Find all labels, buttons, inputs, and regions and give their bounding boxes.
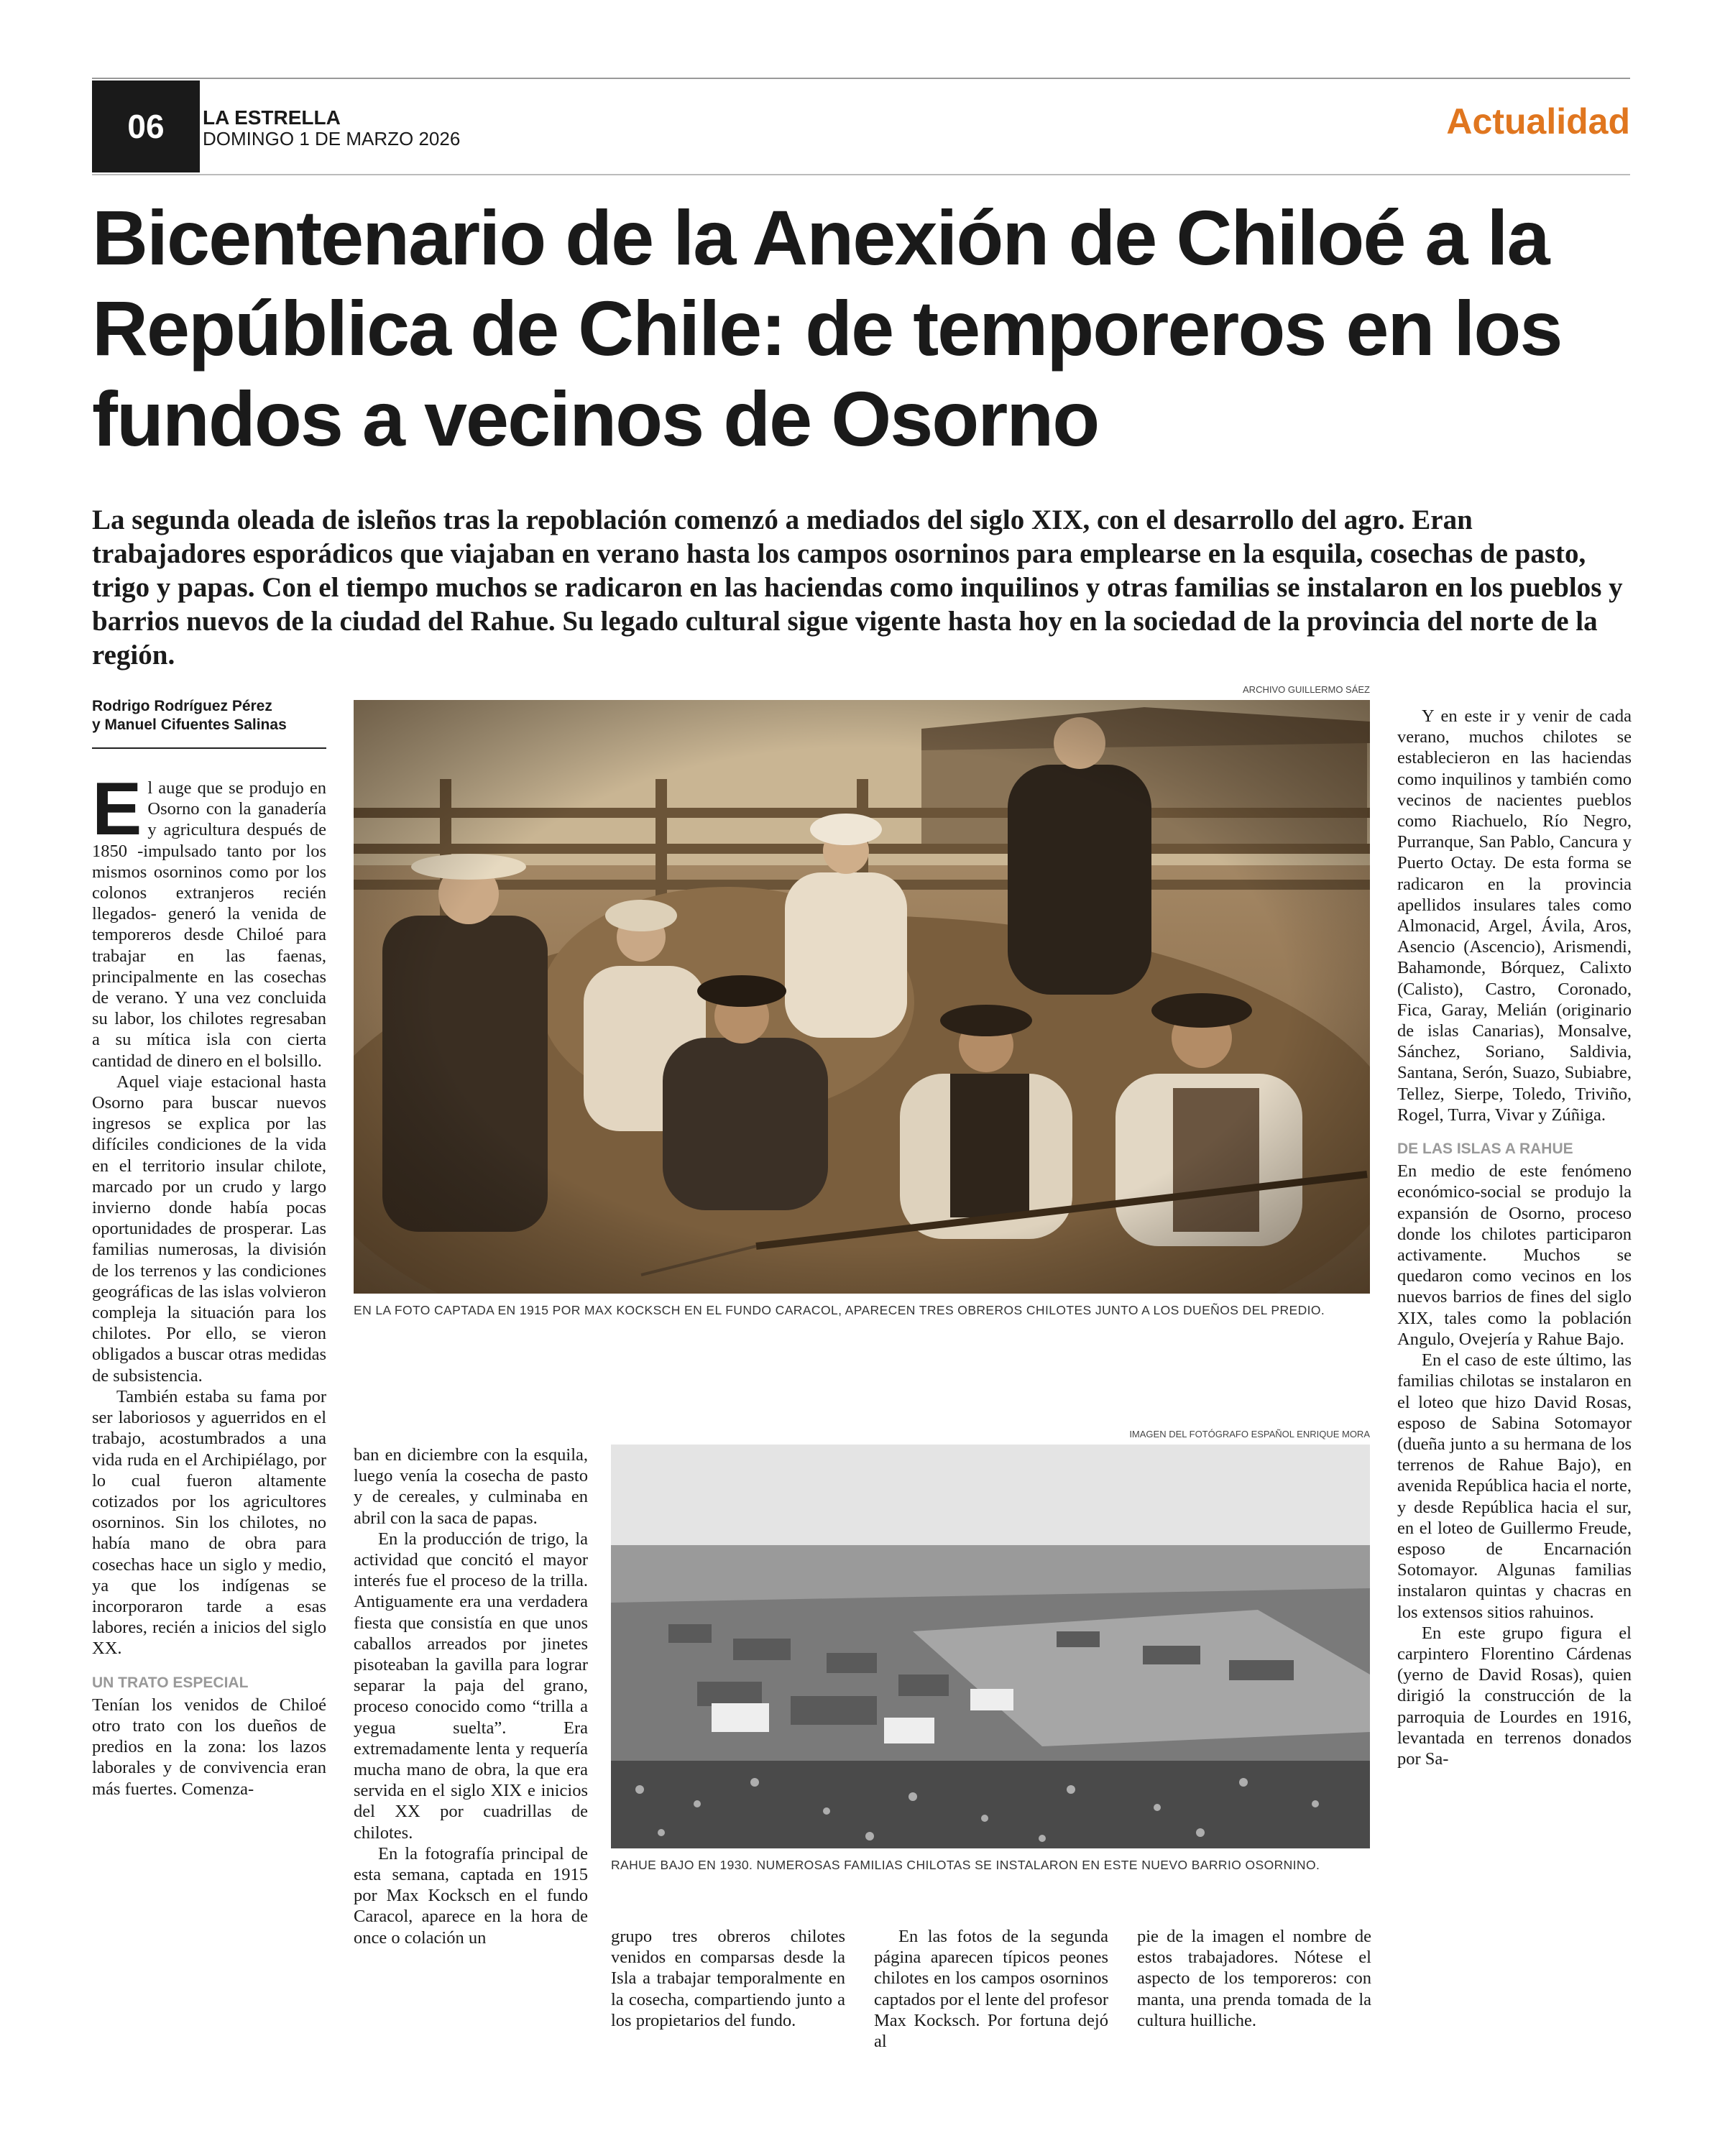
- body-paragraph: ban en diciembre con la esquila, luego venía la cosecha de pasto y de cereales, y culminaba en abril con la saca de papas.: [354, 1445, 588, 1528]
- byline: [92, 697, 287, 734]
- column-4: [874, 1926, 1108, 2052]
- column-1: [92, 768, 326, 1800]
- drop-cap: E: [92, 768, 142, 851]
- body-paragraph: Aquel viaje estacional hasta Osorno para buscar nuevos ingresos se explica por las difíciles condiciones de la vida en el territorio insular chilote, marcado por un crudo y largo invierno donde había pocas oportunidades de prosperar. Las familias numerosas, la división de los terrenos y las condiciones geográficas de las islas volvieron compleja la situación para los chilotes. Por ello, se vieron obligados a buscar otras medidas de subsistencia.: [92, 1072, 326, 1386]
- subhead: DE LAS ISLAS A RAHUE: [1397, 1141, 1573, 1158]
- subhead: UN TRATO ESPECIAL: [92, 1674, 249, 1691]
- newspaper-name: LA ESTRELLA: [203, 106, 341, 129]
- body-paragraph: Y en este ir y venir de cada verano, muchos chilotes se establecieron en las haciendas como inquilinos y también como vecinos de nacientes pueblos como Riachuelo, Río Negro, Purranque, San Pablo, Cancura y Puerto Octay. De esta forma se radicaron en la provincia apellidos insulares tales como Almonacid, Argel, Ávila, Aros, Asencio (Ascencio), Arismendi, Bahamonde, Bórquez, Calixto (Calisto), Castro, Coronado, Fica, Garay, Melián (originario de islas Canarias), Monsalve, Sánchez, Soriano, Saldivia, Santana, Serón, Suazo, Subiabre, Tellez, Sierpe, Toledo, Triviño, Rogel, Turra, Vivar y Zúñiga.: [1397, 706, 1632, 1125]
- photo-credit: ARCHIVO GUILLERMO SÁEZ: [1243, 684, 1370, 695]
- body-paragraph: grupo tres obreros chilotes venidos en comparsas desde la Isla a trabajar temporalmente en la cosecha, compartiendo junto a los propietarios del fundo.: [611, 1927, 845, 2030]
- section-label: Actualidad: [1446, 101, 1630, 142]
- column-2: [354, 1445, 588, 1948]
- byline-author-2: y Manuel Cifuentes Salinas: [92, 717, 287, 733]
- byline-author-1: Rodrigo Rodríguez Pérez: [92, 698, 272, 714]
- photo-credit: IMAGEN DEL FOTÓGRAFO ESPAÑOL ENRIQUE MORA: [1129, 1429, 1370, 1439]
- column-6: [1397, 706, 1632, 1769]
- body-paragraph: pie de la imagen el nombre de estos trabajadores. Nótese el aspecto de los temporeros: con manta, una prenda tomada de la cultura huilliche.: [1137, 1927, 1371, 2030]
- headline: Bicentenario de la Anexión de Chiloé a la República de Chile: de temporeros en los fundos a vecinos de Osorno: [92, 194, 1562, 462]
- body-paragraph: En este grupo figura el carpintero Florentino Cárdenas (yerno de David Rosas), quien dirigió la construcción de la parroquia de Lourdes en 1916, levantada en terrenos donados por Sa-: [1397, 1623, 1632, 1769]
- body-paragraph: En la fotografía principal de esta semana, captada en 1915 por Max Kocksch en el fundo Caracol, aparece en la hora de once o colación un: [354, 1843, 588, 1948]
- body-paragraph: En medio de este fenómeno económico-social se produjo la expansión de Osorno, proceso donde los chilotes participaron activamente. Muchos se quedaron como vecinos en los nuevos barrios de fines del siglo XIX, tales como la población Angulo, Ovejería y Rahue Bajo.: [1397, 1161, 1632, 1349]
- photo-rahue-bajo: [611, 1445, 1370, 1848]
- photo-group-portrait: [354, 700, 1370, 1294]
- top-rule: [92, 78, 1630, 79]
- body-paragraph: En el caso de este último, las familias chilotas se instalaron en el loteo que hizo David Rosas, esposo de Sabina Sotomayor (dueña junto a su hermana de los terrenos de Rahue Bajo), en avenida República hacia el norte, y desde República hacia el sur, en el loteo de Guillermo Freude, esposo de Encarnación Sotomayor. Algunas familias instalaron quintas y chacras en los extensos sitios rahuinos.: [1397, 1350, 1632, 1622]
- body-paragraph: Tenían los venidos de Chiloé otro trato con los dueños de predios en la zona: los lazos laborales y de convivencia eran más fuertes. Comenza-: [92, 1695, 326, 1799]
- body-paragraph: En la producción de trigo, la actividad que concitó el mayor interés fue el proceso de la trilla. Antiguamente era una verdadera fiesta que consistía en que unos caballos arreados por jinetes pisoteaban la gavilla para lograr separar la paja del grano, proceso conocido como “trilla a yegua suelta”. Era extremadamente lenta y requería mucha mano de obra, la que era servida en el siglo XIX e inicios del XX por cuadrillas de chilotes.: [354, 1529, 588, 1843]
- page-number: 06: [92, 80, 200, 172]
- header-rule: [92, 174, 1630, 175]
- photo-rahue-bajo-image: [611, 1445, 1370, 1848]
- photo-group-portrait-image: [354, 700, 1370, 1294]
- photo-caption: EN LA FOTO CAPTADA EN 1915 POR MAX KOCKSCH EN EL FUNDO CARACOL, APARECEN TRES OBREROS CHILOTES JUNTO A LOS DUEÑOS DEL PREDIO.: [354, 1303, 1325, 1317]
- byline-rule: [92, 747, 326, 749]
- issue-date: DOMINGO 1 DE MARZO 2026: [203, 128, 461, 149]
- body-paragraph: En las fotos de la segunda página aparecen típicos peones chilotes en los campos osorninos captados por el lente del profesor Max Kocksch. Por fortuna dejó al: [874, 1927, 1108, 2052]
- body-paragraph: El auge que se produjo en Osorno con la ganadería y agricultura después de 1850 -impulsado tanto por los mismos osorninos como por los colonos extranjeros recién llegados- generó la venida de temporeros desde Chiloé para trabajar en las faenas, principalmente en las cosechas de verano. Y una vez concluida su labor, los chilotes regresaban a su mítica isla con cierta cantidad de dinero en el bolsillo.: [92, 768, 326, 1071]
- body-paragraph: También estaba su fama por ser laboriosos y aguerridos en el trabajo, acostumbrados a una vida ruda en el Archipiélago, por lo cual fueron altamente cotizados por los agricultores osorninos. Sin los chilotes, no había mano de obra para cosechas hace un siglo y medio, ya que los indígenas se incorporaron tarde a esas labores, recién a inicios del siglo XX.: [92, 1386, 326, 1659]
- deck: La segunda oleada de isleños tras la repoblación comenzó a mediados del siglo XIX, con el desarrollo del agro. Eran trabajadores esporádicos que viajaban en verano hasta los campos osorninos para emplearse en la esquila, cosechas de pasto, trigo y papas. Con el tiempo muchos se radicaron en las haciendas como inquilinos y otras familias se instalaron en los pueblos y barrios nuevos de la ciudad del Rahue. Su legado cultural sigue vigente hasta hoy en la sociedad de la provincia del norte de la región.: [92, 505, 1623, 671]
- column-3: [611, 1926, 845, 2031]
- column-5: [1137, 1926, 1371, 2031]
- photo-caption: RAHUE BAJO EN 1930. NUMEROSAS FAMILIAS CHILOTAS SE INSTALARON EN ESTE NUEVO BARRIO OSORNINO.: [611, 1858, 1320, 1872]
